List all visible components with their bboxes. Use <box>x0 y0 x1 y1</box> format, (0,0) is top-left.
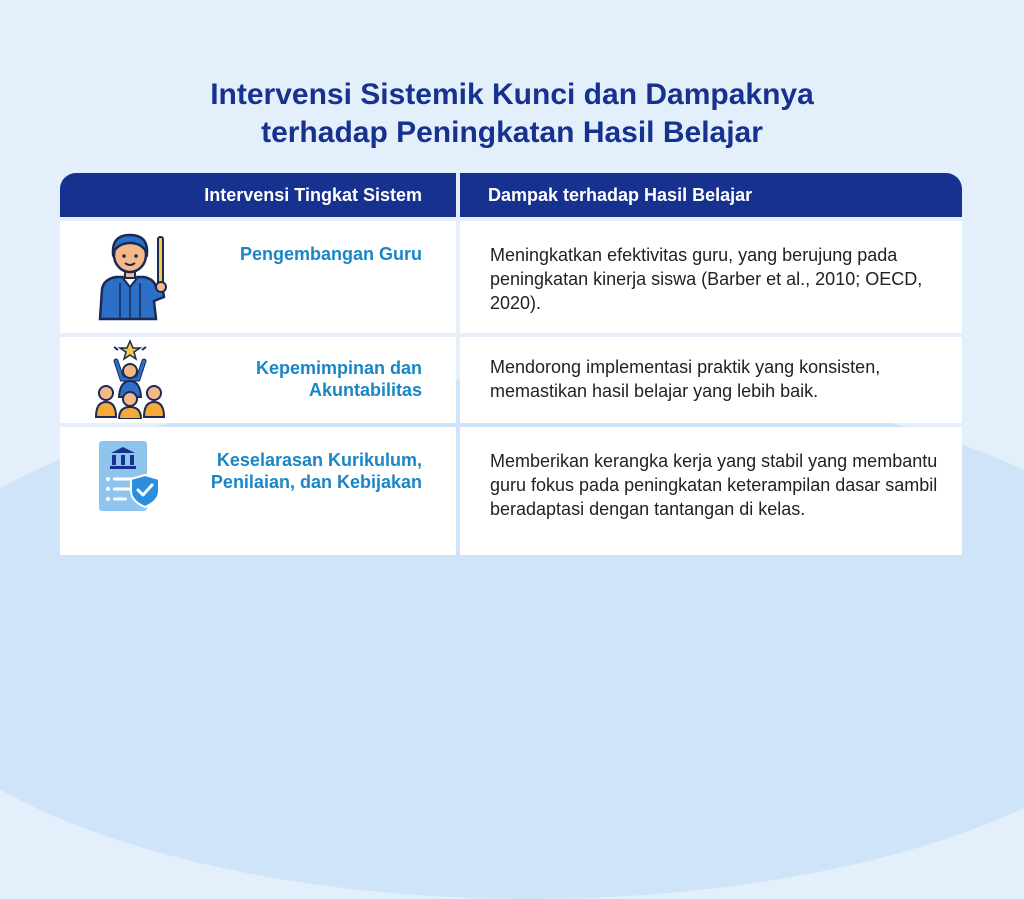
page-title <box>0 76 1024 152</box>
table-row <box>60 427 962 555</box>
leadership-team-icon <box>60 337 200 423</box>
intervention-cell <box>60 427 456 555</box>
teacher-icon <box>60 221 200 333</box>
impact-cell: Mendorong implementasi praktik yang konsisten, memastikan hasil belajar yang lebih baik. <box>460 337 962 423</box>
policy-document-icon <box>60 427 200 555</box>
table-row <box>60 337 962 423</box>
page-title-line-1: Intervensi Sistemik Kunci dan Dampaknya <box>210 78 814 111</box>
impact-cell: Memberikan kerangka kerja yang stabil yang membantu guru fokus pada peningkatan keterampilan dasar sambil beradaptasi dengan tantangan di kelas. <box>460 427 962 555</box>
intervention-label: Keselarasan Kurikulum, Penilaian, dan Kebijakan <box>210 450 422 492</box>
header-impact: Dampak terhadap Hasil Belajar <box>488 184 753 205</box>
table-row <box>60 221 962 333</box>
intervention-label: Kepemimpinan dan Akuntabilitas <box>255 358 422 400</box>
intervention-cell <box>60 221 456 333</box>
header-intervention: Intervensi Tingkat Sistem <box>204 184 422 205</box>
impact-cell: Meningkatkan efektivitas guru, yang berujung pada peningkatan kinerja siswa (Barber et al., 2010; OECD, 2020). <box>460 221 962 333</box>
intervention-label: Pengembangan Guru <box>239 244 422 264</box>
intervention-table <box>60 173 962 555</box>
intervention-cell <box>60 337 456 423</box>
table-header <box>60 173 962 217</box>
page-title-line-2: terhadap Peningkatan Hasil Belajar <box>261 116 763 149</box>
